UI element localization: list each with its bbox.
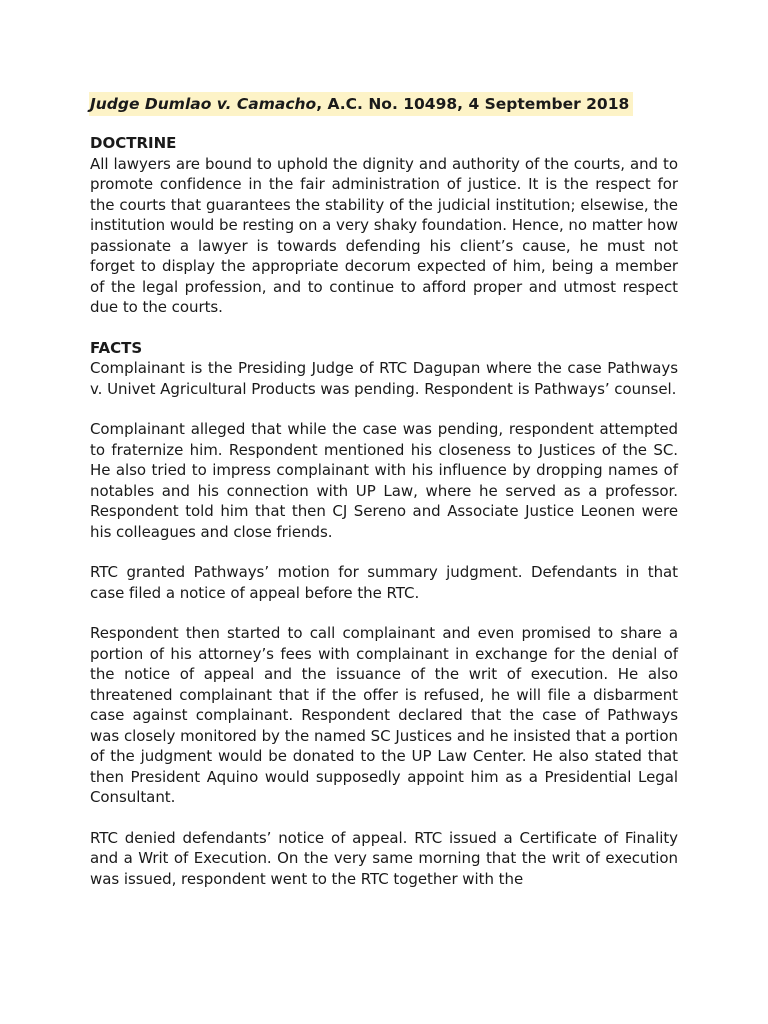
- document-page: [90, 92, 678, 889]
- facts-paragraph: RTC granted Pathways’ motion for summary judgment. Defendants in that case filed a notice of appeal before the RTC.: [90, 563, 678, 602]
- doctrine-section: [90, 133, 678, 318]
- facts-paragraph: Complainant is the Presiding Judge of RTC Dagupan where the case Pathways v. Univet Agricultural Products was pending. Respondent is Pathways’ counsel.: [90, 359, 678, 398]
- case-citation: , A.C. No. 10498, 4 September 2018: [316, 95, 630, 113]
- case-title: [89, 92, 633, 116]
- facts-paragraph: Respondent then started to call complainant and even promised to share a portion of his attorney’s fees with complainant in exchange for the denial of the notice of appeal and the issuance of the writ of execution. He also threatened complainant that if the offer is refused, he will file a disbarment case against complainant. Respondent declared that the case of Pathways was closely monitored by the named SC Justices and he insisted that a portion of the judgment would be donated to the UP Law Center. He also stated that then President Aquino would supposedly appoint him as a Presidential Legal Consultant.: [90, 624, 678, 806]
- facts-heading: FACTS: [90, 338, 143, 357]
- facts-section: [90, 338, 678, 890]
- case-name: Judge Dumlao v. Camacho: [90, 95, 317, 113]
- facts-paragraph: RTC denied defendants’ notice of appeal. RTC issued a Certificate of Finality and a Writ of Execution. On the very same morning that the writ of execution was issued, respondent went to the RTC together with the: [90, 828, 678, 888]
- doctrine-text: All lawyers are bound to uphold the dignity and authority of the courts, and to promote confidence in the fair administration of justice. It is the respect for the courts that guarantees the stability of the judicial institution; elsewise, the institution would be resting on a very shaky foundation. Hence, no matter how passionate a lawyer is towards defending his client’s cause, he must not forget to display the appropriate decorum expected of him, being a member of the legal profession, and to continue to afford proper and utmost respect due to the courts.: [90, 154, 678, 316]
- facts-paragraph: Complainant alleged that while the case was pending, respondent attempted to fraternize him. Respondent mentioned his closeness to Justices of the SC. He also tried to impress complainant with his influence by dropping names of notables and his connection with UP Law, where he served as a professor. Respondent told him that then CJ Sereno and Associate Justice Leonen were his colleagues and close friends.: [90, 420, 678, 541]
- doctrine-heading: DOCTRINE: [90, 134, 177, 152]
